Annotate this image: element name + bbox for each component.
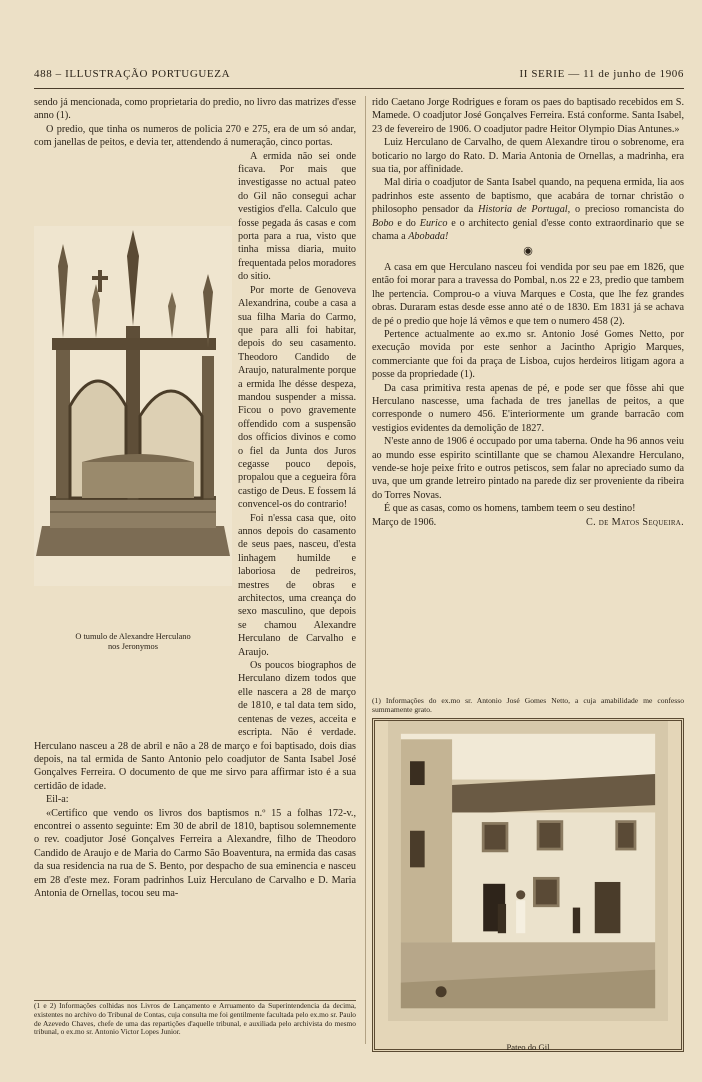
signature-line (372, 516, 684, 529)
text-run: e do (393, 217, 420, 229)
article-date: Março de 1906. (372, 516, 437, 528)
paragraph: O predio, que tinha os numeros de policia 270 e 275, era de um só andar, com janellas de peitos, e devia ter, attendendo á numeração, cinco portas. (34, 123, 356, 149)
text-run: e o architecto genial d'esse conto extraordinario que se chama a (372, 217, 684, 243)
paragraph: A casa em que Herculano nasceu foi vendida por seu pae em 1826, que então foi morar para a travessa do Pombal, n.os 22 e 23, predio que tambem lhe pertencia. Comprou-o a viuva Marques e Costa, que lhe fez grandes obras. Duraram estas desde esse anno até o de 1830. Em 1831 já se achava de pé o predio que hoje lá vêmos e que tem o numero 458 (2). (372, 261, 684, 327)
right-column (372, 96, 684, 716)
section-separator-icon: ◉ (523, 245, 533, 258)
header-page-title: 488 – ILLUSTRAÇÃO PORTUGUEZA (34, 68, 231, 80)
paragraph: Foi n'essa casa que, oito annos depois do casamento de seus paes, nasceu, d'esta linhagem humilde e laboriosa de pedreiros, mestres de obras e architectos, uma creança do sexo masculino, que depois se chamou Alexandre Herculano de Carvalho e Araujo. (238, 512, 356, 658)
photo-caption: Pateo do Gil (506, 1042, 550, 1052)
paragraph: rido Caetano Jorge Rodrigues e foram os paes do baptisado recebidos em S. Mamede. O coadjutor José Gonçalves Ferreira. Está conforme. Santa Isabel, 23 de fevereiro de 1906. O coadjutor padre Heitor Olympio Dias Antunes.» (372, 97, 684, 135)
running-header (34, 68, 684, 84)
figure-caption (34, 632, 232, 652)
paragraph (372, 176, 684, 243)
article-author: C. de Matos Sequeira. (586, 516, 684, 528)
footnote-left: (1 e 2) Informações colhidas nos Livros de Lançamento e Arruamento da Superintendencia da decima, existentes no archivo do Tribunal de Contas, cuja consulta me foi gentilmente facultada pelo ex.mo sr. Paulo de Azevedo Chaves, chefe de uma das repartições d'aquelle tribunal, e auxiliada pelo archivista do mesmo tribunal, o ex.mo sr. Antonio Victor Lopes Junior. (34, 1001, 356, 1037)
paragraph: A ermida não sei onde ficava. Por mais que investigasse no actual pateo do Gil não consegui achar vestigios d'ella. Calculo que fosse pegada ás casas e com porta para a rua, visto que tinha missa diaria, muito frequentada pelos moradores do sitio. (238, 150, 356, 283)
text-run: o precioso romancista do (570, 204, 684, 216)
footnote-right: (1) Informações do ex.mo sr. Antonio José Gomes Netto, a cuja amabilidade me confesso summamente grato. (372, 696, 684, 715)
tomb-figure (34, 226, 232, 726)
book-title: Abobada! (408, 231, 449, 243)
left-column (34, 96, 356, 996)
tomb-illustration (34, 226, 232, 586)
paragraph: Luiz Herculano de Carvalho, de quem Alexandre tirou o sobrenome, era boticario no largo do Rato. D. Maria Antonia de Ornellas, a madrinha, era sua tia, por affinidade. (372, 137, 684, 176)
pateo-photo (375, 721, 681, 1021)
paragraph: N'este anno de 1906 é occupado por uma taberna. Onde ha 96 annos veiu ao mundo esse espirito scintillante que se chamou Alexandre Herculano, vende-se hoje peixe frito e outros petiscos, sem falar no apreciado sumo da uva, que um grande letreiro pintado na parede diz ser proveniente da ribeira do Torres Novas. (372, 436, 684, 501)
column-divider (365, 96, 366, 1044)
paragraph: Pertence actualmente ao ex.mo sr. Antonio José Gomes Netto, por execução movida por este senhor a Jacintho Aprigio Marques, commerciante que foi da praça de Lisboa, cujos herdeiros litigam agora a posse da propriedade (1). (372, 328, 684, 381)
paragraph: Da casa primitiva resta apenas de pé, e pode ser que fôsse ahi que Herculano nascesse, uma fachada de tres janellas de peitos, a que corresponde o numero 456. E'interiormente um grande barracão com vestigios evidentes da demolição de 1827. (372, 382, 684, 434)
book-title: Bobo (372, 217, 394, 229)
paragraph: Eil-a: (46, 794, 69, 806)
photo-frame (372, 718, 684, 1052)
paragraph: É que as casas, como os homens, tambem teem o seu destino! (384, 503, 636, 515)
paragraph: Por morte de Genoveva Alexandrina, coube a casa a sua filha Maria do Carmo, que para alli foi habitar, depois do seu casamento. Theodoro Candido de Araujo, naturalmente porque a ermida lhe désse despeza, mandou suspender a missa. Ficou o povo gravemente offendido com a suspensão dos officios divinos e como o fiel da Junta dos Juros cegasse pouco depois, propalou que a cegueira fôra castigo de Deus. E fossem lá convencel-os do contrario! (238, 284, 356, 511)
book-title: Historia de Portugal, (478, 204, 571, 216)
caption-line: O tumulo de Alexandre Herculano (75, 631, 191, 641)
paragraph: sendo já mencionada, como proprietaria do predio, no livro das matrizes d'esse anno (1). (34, 97, 356, 122)
header-rule (34, 88, 684, 89)
book-title: Eurico (419, 217, 448, 229)
caption-line: nos Jeronymos (107, 641, 159, 651)
paragraph: «Certifico que vendo os livros dos baptismos n.º 15 a folhas 172-v., encontrei o assento seguinte: Em 30 de abril de 1810, baptisou solemnemente o rev. coadjutor José Gonçalves Ferreira a Alexandre, filho de Theodoro Candido de Araujo e de Maria do Carmo São Boaventura, na ermida das casas da sua residencia na rua de S. Bento, por despacho de sua eminencia e nasceu em 28 d'este mez. Foram padrinhos Luiz Herculano de Carvalho e D. Maria Antonia de Ornellas, tocou seu ma- (34, 807, 356, 899)
paragraph: Os poucos biographos de Herculano dizem todos que elle nascera a 28 de março de 1810, e tal data tem sido, centenas de vezes, acceita e escripta. Não é verdade. Herculano nasceu a 28 de abril e não a 28 de março e foi baptisado, dois dias depois, na tal ermida de Santo Antonio pelo coadjutor de Santa Isabel José Gonçalves Ferreira. O documento de que me sirvo para affirmar isto é a sua certidão de idade. (34, 660, 356, 792)
text-run: Mal diria o coadjutor de Santa Isabel quando, na pequena ermida, lia aos padrinhos este assento de baptismo, que acabára de tornar christão o philosopho pensador da (372, 177, 684, 216)
header-series-date: II SERIE — 11 de junho de 1906 (519, 68, 684, 80)
